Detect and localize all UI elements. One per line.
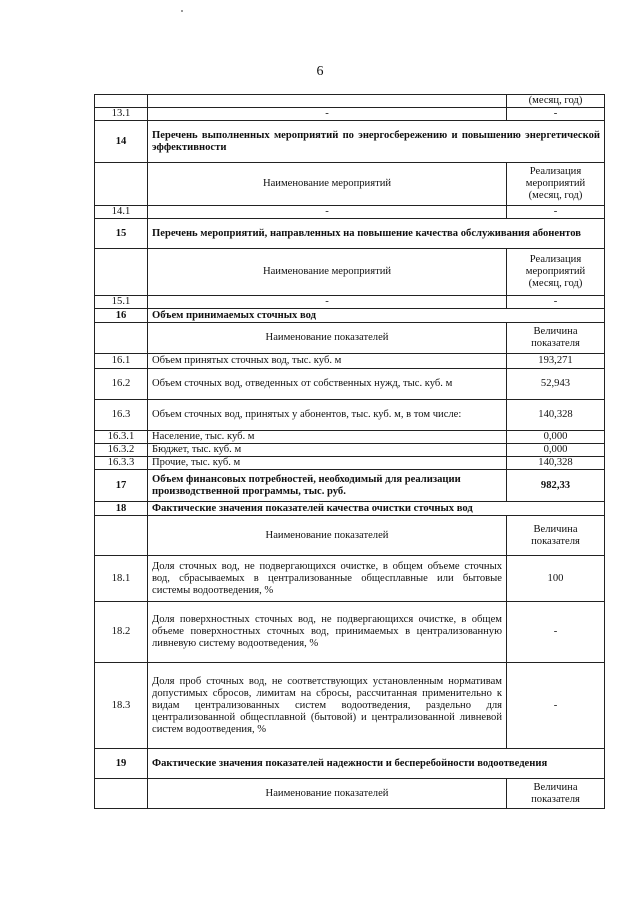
- section-header: 19 Фактические значения показателей надежности и бесперебойности водоотведения: [95, 749, 605, 779]
- table-row: 16.3.2 Бюджет, тыс. куб. м 0,000: [95, 444, 605, 457]
- table-row: 16.3 Объем сточных вод, принятых у абонентов, тыс. куб. м, в том числе: 140,328: [95, 400, 605, 431]
- table-row: 16.1 Объем принятых сточных вод, тыс. куб. м 193,271: [95, 354, 605, 369]
- program-table: [94, 94, 605, 809]
- section-title: Объем финансовых потребностей, необходимый для реализации производственной программы, тыс. руб.: [148, 470, 507, 502]
- section-title: Фактические значения показателей качества очистки сточных вод: [148, 502, 605, 516]
- page-number: 6: [316, 64, 324, 79]
- section-title: Фактические значения показателей надежности и бесперебойности водоотведения: [148, 749, 605, 779]
- table-row: 15.1 - -: [95, 296, 605, 309]
- table-head-row: Наименование показателей Величина показателя: [95, 516, 605, 556]
- table-row: 16.3.3 Прочие, тыс. куб. м 140,328: [95, 457, 605, 470]
- financial-need-value: 982,33: [507, 470, 605, 502]
- table-row: 14.1 - -: [95, 206, 605, 219]
- section-title: Перечень мероприятий, направленных на повышение качества обслуживания абонентов: [148, 219, 605, 249]
- table-row: 18.1 Доля сточных вод, не подвергающихся очистке, в общем объеме сточных вод, сбрасываемых в централизованные общесплавные или бытовые системы водоотведения, % 100: [95, 556, 605, 602]
- table-head-row: Наименование показателей Величина показателя: [95, 323, 605, 354]
- section-header: 16 Объем принимаемых сточных вод: [95, 309, 605, 323]
- table-head-row: Наименование мероприятий Реализация мероприятий (месяц, год): [95, 163, 605, 206]
- scan-mark: [181, 10, 183, 12]
- table-row: 16.2 Объем сточных вод, отведенных от собственных нужд, тыс. куб. м 52,943: [95, 369, 605, 400]
- section-title: Объем принимаемых сточных вод: [148, 309, 605, 323]
- section-header: 15 Перечень мероприятий, направленных на повышение качества обслуживания абонентов: [95, 219, 605, 249]
- value-header-tail: (месяц, год): [507, 95, 605, 108]
- table-row: 18.3 Доля проб сточных вод, не соответствующих установленным нормативам допустимых сбросов, лимитам на сбросы, рассчитанная применительно к видам централизованных систем водоотведения, раздельно для централизованной общесплавной (бытовой) и централизованной ливневой систем водоотведения, % -: [95, 663, 605, 749]
- table-row: [95, 95, 605, 108]
- table-row: 18.2 Доля поверхностных сточных вод, не подвергающихся очистке, в общем объеме поверхностных сточных вод, принимаемых в централизованную ливневую систему водоотведения, % -: [95, 602, 605, 663]
- table-row: 13.1 - -: [95, 108, 605, 121]
- section-title: Перечень выполненных мероприятий по энергосбережению и повышению энергетической эффективности: [148, 121, 605, 163]
- section-header: 18 Фактические значения показателей качества очистки сточных вод: [95, 502, 605, 516]
- table-row: 16.3.1 Население, тыс. куб. м 0,000: [95, 431, 605, 444]
- section-header: 14 Перечень выполненных мероприятий по энергосбережению и повышению энергетической эффективности: [95, 121, 605, 163]
- section-header: 17 Объем финансовых потребностей, необходимый для реализации производственной программы, тыс. руб. 982,33: [95, 470, 605, 502]
- table-head-row: Наименование мероприятий Реализация мероприятий (месяц, год): [95, 249, 605, 296]
- table-head-row: Наименование показателей Величина показателя: [95, 779, 605, 809]
